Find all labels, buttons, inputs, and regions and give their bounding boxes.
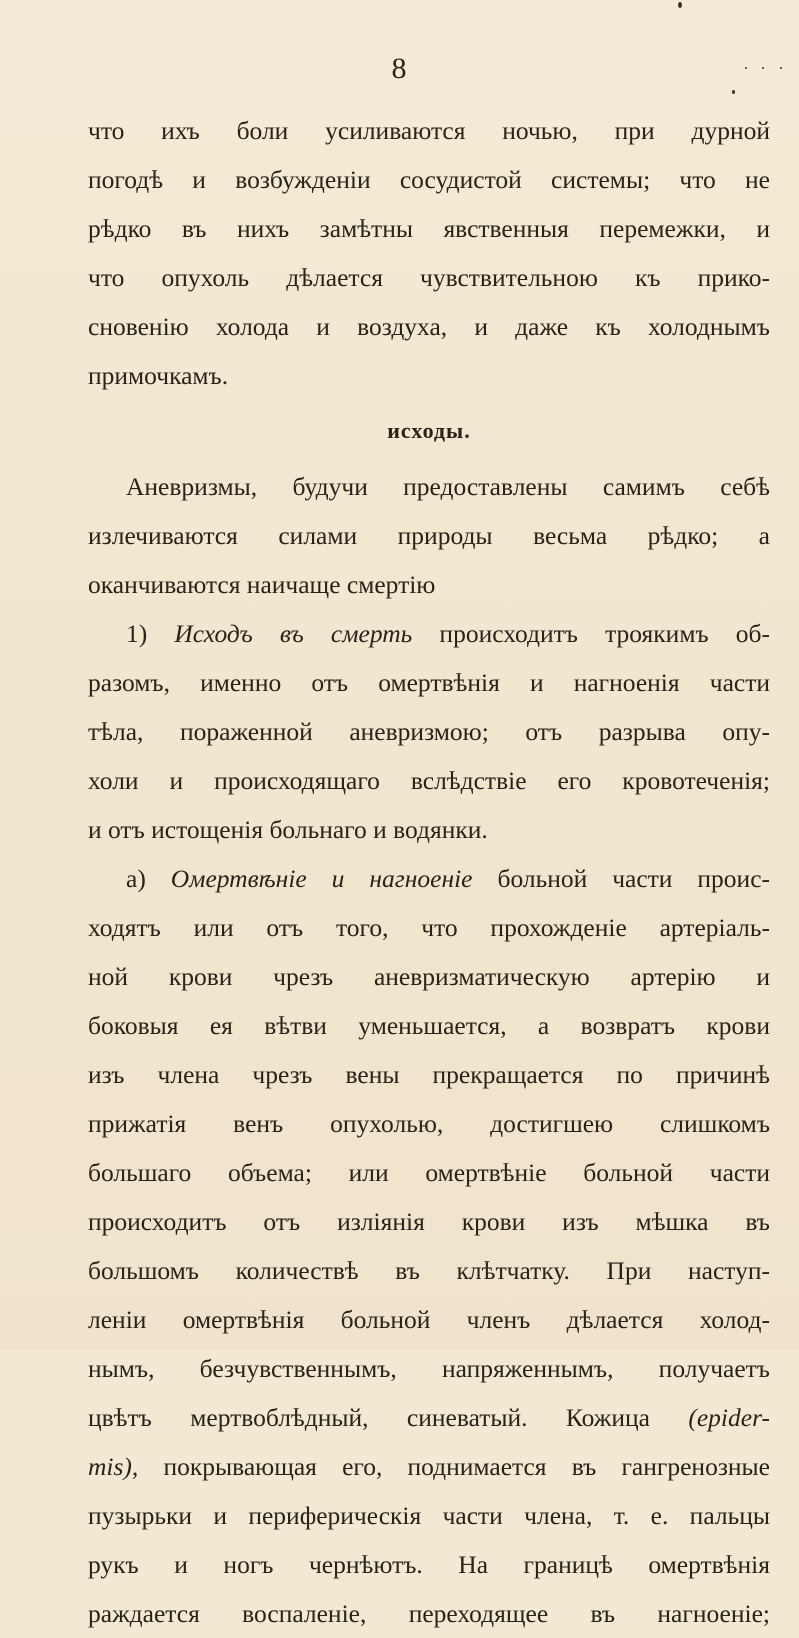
- text-line: леніи омертвѣнія больной членъ дѣлается холод-: [88, 1305, 770, 1334]
- text-line: тѣла, пораженной аневризмою; отъ разрыва опу-: [88, 717, 770, 746]
- text-line: пузырьки и периферическія части члена, т. е. пальцы: [88, 1501, 770, 1530]
- paragraph-1-first-line: [88, 609, 770, 658]
- text-span: больной части проис-: [497, 864, 770, 893]
- page-number: 8: [391, 52, 408, 85]
- section-heading: исходы.: [387, 418, 471, 443]
- text-line: рукъ и ногъ чернѣютъ. На границѣ омертвѣнія: [88, 1550, 770, 1579]
- text-line: ходятъ или отъ того, что прохожденіе артеріаль-: [88, 913, 770, 942]
- text-line: раждается воспаленіе, переходящее въ нагноеніе;: [88, 1599, 770, 1628]
- latin-term: (epider-: [688, 1403, 770, 1432]
- text-line: большаго объема; или омертвѣніе больной части: [88, 1158, 770, 1187]
- ink-speck: [762, 67, 764, 69]
- text-line: что ихъ боли усиливаются ночью, при дурной: [88, 116, 770, 145]
- text-line: холи и происходящаго вслѣдствіе его кровотеченія;: [88, 766, 770, 795]
- ink-speck: [678, 2, 682, 8]
- text-line: происходитъ отъ изліянія крови изъ мѣшка въ: [88, 1207, 770, 1236]
- latin-term: mis),: [88, 1452, 139, 1481]
- text-line: ной крови чрезъ аневризматическую артерію и: [88, 962, 770, 991]
- text-line: и отъ истощенія больнаго и водянки.: [88, 815, 488, 844]
- text-line: большомъ количествѣ въ клѣтчатку. При наступ-: [88, 1256, 770, 1285]
- text-line: Аневризмы, будучи предоставлены самимъ себѣ: [126, 472, 770, 501]
- text-span: происходитъ троякимъ об-: [439, 619, 770, 648]
- ink-speck: [780, 67, 782, 69]
- ink-speck: [745, 67, 747, 69]
- text-line: оканчиваются наичаще смертію: [88, 570, 436, 599]
- paragraph-a-first-line: [88, 854, 770, 903]
- text-line: сновенію холода и воздуха, и даже къ холоднымъ: [88, 312, 770, 341]
- body-text: [88, 106, 770, 1638]
- text-line-mis: [88, 1442, 770, 1491]
- list-marker: 1): [126, 619, 148, 648]
- text-line: погодѣ и возбужденіи сосудистой системы; что не: [88, 165, 770, 194]
- text-line: прижатія венъ опухолью, достигшею слишкомъ: [88, 1109, 770, 1138]
- text-line: разомъ, именно отъ омертвѣнія и нагноенія части: [88, 668, 770, 697]
- italic-term: Исходъ въ смерть: [174, 619, 413, 648]
- list-marker: a): [126, 864, 146, 893]
- text-line-epidermis: [88, 1393, 770, 1442]
- text-line: нымъ, безчувственнымъ, напряженнымъ, получаетъ: [88, 1354, 770, 1383]
- text-line: что опухоль дѣлается чувствительною къ прико-: [88, 263, 770, 292]
- ink-speck: [732, 90, 735, 94]
- text-span: покрывающая его, поднимается въ гангренозные: [163, 1452, 770, 1481]
- text-span: цвѣтъ мертвоблѣдный, синеватый. Кожица: [88, 1403, 650, 1432]
- text-line: изъ члена чрезъ вены прекращается по причинѣ: [88, 1060, 770, 1089]
- text-line: излечиваются силами природы весьма рѣдко; а: [88, 521, 770, 550]
- text-line: рѣдко въ нихъ замѣтны явственныя перемежки, и: [88, 214, 770, 243]
- text-line: примочкамъ.: [88, 361, 229, 390]
- italic-term: Омертвѣніе и нагноеніе: [170, 864, 473, 893]
- text-line: боковыя ея вѣтви уменьшается, а возвратъ крови: [88, 1011, 770, 1040]
